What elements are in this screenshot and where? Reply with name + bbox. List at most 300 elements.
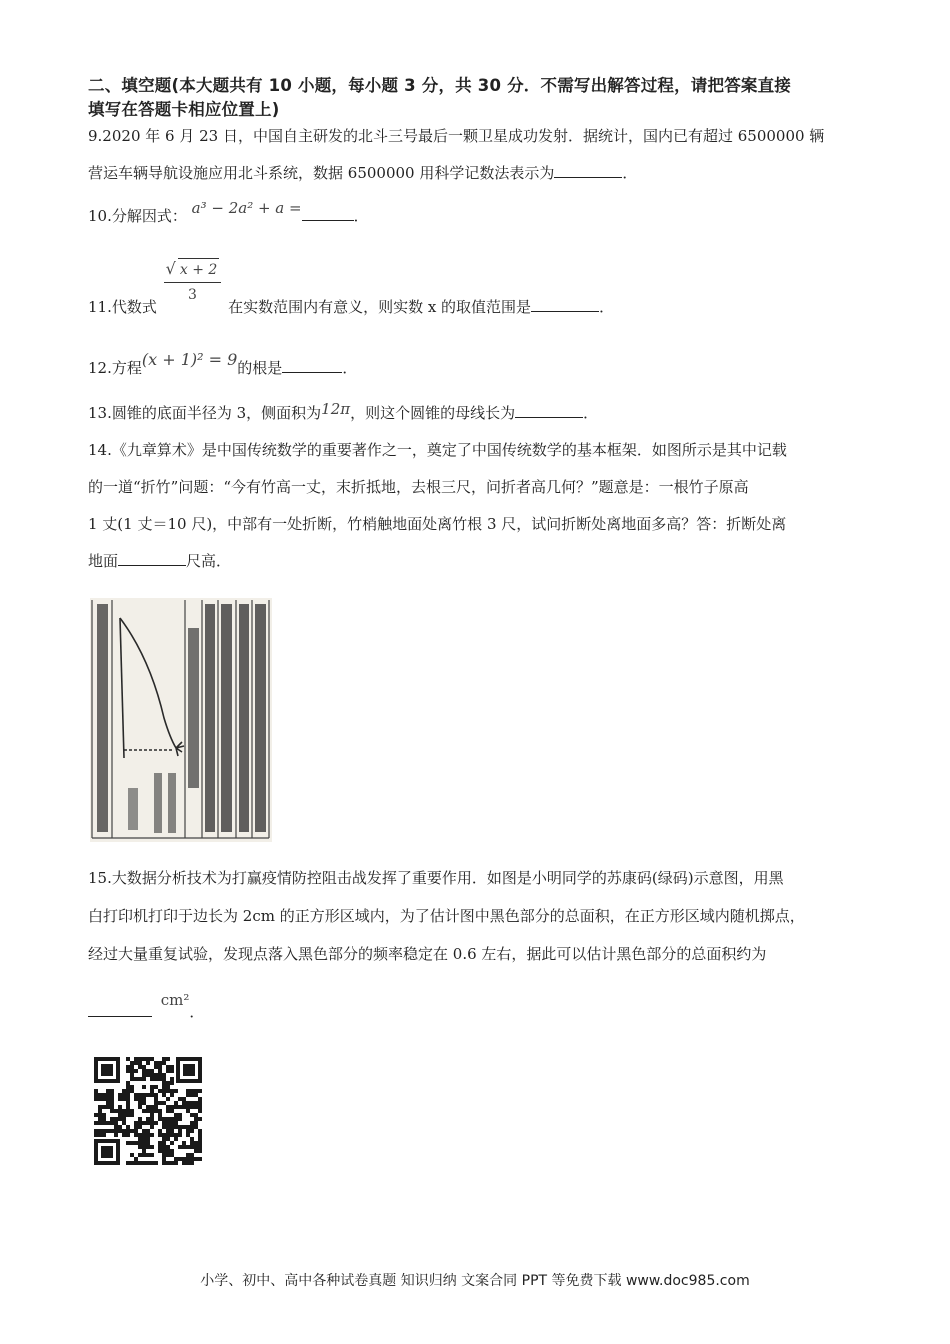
qr-module — [182, 1105, 186, 1109]
qr-module — [182, 1145, 186, 1149]
qr-module — [154, 1073, 158, 1077]
qr-module — [194, 1145, 198, 1149]
qr-module — [138, 1161, 142, 1165]
qr-module — [130, 1129, 134, 1133]
qr-module — [166, 1137, 170, 1141]
qr-module — [182, 1097, 186, 1101]
qr-module — [114, 1129, 118, 1133]
qr-module — [190, 1157, 194, 1161]
qr-module — [138, 1101, 142, 1105]
qr-module — [162, 1121, 166, 1125]
qr-module — [126, 1085, 130, 1089]
q13-text1: 13.圆锥的底面半径为 3，侧面积为 — [88, 404, 322, 422]
qr-module — [182, 1141, 186, 1145]
qr-module — [106, 1101, 110, 1105]
qr-module — [150, 1077, 154, 1081]
qr-module — [190, 1137, 194, 1141]
qr-module — [170, 1121, 174, 1125]
qr-module — [142, 1141, 146, 1145]
qr-module — [194, 1157, 198, 1161]
qr-module — [182, 1161, 186, 1165]
qr-module — [166, 1097, 170, 1101]
qr-module — [198, 1117, 202, 1121]
qr-module — [158, 1149, 162, 1153]
qr-module — [162, 1145, 166, 1149]
qr-module — [150, 1121, 154, 1125]
qr-module — [94, 1093, 98, 1097]
qr-module — [194, 1101, 198, 1105]
q11-answer-blank — [531, 297, 599, 312]
qr-module — [150, 1125, 154, 1129]
qr-module — [150, 1073, 154, 1077]
qr-module — [98, 1093, 102, 1097]
qr-module — [134, 1133, 138, 1137]
qr-module — [102, 1093, 106, 1097]
qr-module — [170, 1065, 174, 1069]
qr-module — [150, 1145, 154, 1149]
qr-module — [102, 1105, 106, 1109]
qr-module — [190, 1113, 194, 1117]
q12-expression: (x + 1)² = 9 — [141, 350, 238, 369]
qr-module — [162, 1153, 166, 1157]
qr-module — [142, 1149, 146, 1153]
qr-module — [130, 1161, 134, 1165]
qr-module — [146, 1137, 150, 1141]
qr-module — [166, 1129, 170, 1133]
q9-line1: 9.2020 年 6 月 23 日，中国自主研发的北斗三号最后一颗卫星成功发射．据统计，国内已有超过 6500000 辆 — [88, 127, 825, 145]
qr-module — [142, 1101, 146, 1105]
qr-module — [110, 1117, 114, 1121]
qr-module — [154, 1065, 158, 1069]
qr-module — [162, 1061, 166, 1065]
qr-module — [130, 1073, 134, 1077]
qr-module — [190, 1145, 194, 1149]
qr-module — [134, 1057, 138, 1061]
qr-module — [170, 1077, 174, 1081]
qr-module — [150, 1133, 154, 1137]
qr-module — [170, 1117, 174, 1121]
qr-module — [98, 1121, 102, 1125]
qr-module — [162, 1077, 166, 1081]
q14-line3: 1 丈(1 丈＝10 尺)，中部有一处折断，竹梢触地面处离竹根 3 尺，试问折断处离地面多高？答：折断处离 — [88, 515, 787, 533]
qr-module — [162, 1101, 166, 1105]
qr-module — [102, 1121, 106, 1125]
q14-line4-prefix: 地面 — [88, 552, 119, 570]
qr-module — [198, 1157, 202, 1161]
qr-module — [166, 1153, 170, 1157]
q11-end: ． — [599, 298, 615, 316]
qr-module — [178, 1157, 182, 1161]
qr-module — [154, 1161, 158, 1165]
qr-module — [190, 1101, 194, 1105]
qr-module — [190, 1105, 194, 1109]
qr-module — [190, 1093, 194, 1097]
qr-module — [154, 1101, 158, 1105]
qr-module — [122, 1093, 126, 1097]
qr-module — [138, 1121, 142, 1125]
q12-prefix: 12.方程 — [88, 359, 142, 377]
qr-module — [150, 1105, 154, 1109]
qr-module — [150, 1093, 154, 1097]
qr-module — [154, 1093, 158, 1097]
qr-module — [138, 1061, 142, 1065]
qr-module — [146, 1109, 150, 1113]
q11-fraction — [164, 258, 222, 306]
qr-module — [190, 1125, 194, 1129]
qr-module — [174, 1117, 178, 1121]
qr-module — [142, 1153, 146, 1157]
qr-module — [122, 1109, 126, 1113]
qr-module — [162, 1161, 166, 1165]
qr-module — [158, 1113, 162, 1117]
qr-module — [138, 1117, 142, 1121]
qr-module — [142, 1077, 146, 1081]
qr-module — [130, 1089, 134, 1093]
qr-module — [126, 1109, 130, 1113]
qr-module — [138, 1077, 142, 1081]
qr-module — [198, 1109, 202, 1113]
qr-module — [158, 1133, 162, 1137]
qr-module — [126, 1057, 130, 1061]
qr-module — [138, 1057, 142, 1061]
qr-module — [114, 1125, 118, 1129]
qr-module — [182, 1125, 186, 1129]
qr-module — [146, 1145, 150, 1149]
qr-module — [138, 1105, 142, 1109]
qr-module — [98, 1133, 102, 1137]
qr-module — [146, 1133, 150, 1137]
qr-module — [166, 1057, 170, 1061]
qr-module — [162, 1117, 166, 1121]
qr-module — [130, 1113, 134, 1117]
qr-module — [110, 1097, 114, 1101]
qr-module — [142, 1161, 146, 1165]
qr-module — [186, 1133, 190, 1137]
qr-module — [166, 1105, 170, 1109]
qr-module — [110, 1121, 114, 1125]
qr-module — [114, 1133, 118, 1137]
qr-module — [126, 1105, 130, 1109]
q9-line2 — [88, 163, 637, 183]
qr-module — [154, 1077, 158, 1081]
qr-module — [182, 1101, 186, 1105]
qr-module — [194, 1093, 198, 1097]
qr-module — [98, 1105, 102, 1109]
qr-module — [134, 1125, 138, 1129]
qr-module — [186, 1105, 190, 1109]
qr-module — [150, 1109, 154, 1113]
qr-module — [118, 1093, 122, 1097]
qr-module — [146, 1117, 150, 1121]
qr-module — [150, 1085, 154, 1089]
qr-module — [110, 1109, 114, 1113]
qr-module — [98, 1117, 102, 1121]
qr-module — [142, 1121, 146, 1125]
q9-line2-text: 营运车辆导航设施应用北斗系统，数据 6500000 用科学记数法表示为 — [88, 164, 555, 182]
qr-module — [170, 1133, 174, 1137]
qr-module — [126, 1093, 130, 1097]
qr-module — [158, 1109, 162, 1113]
qr-module — [158, 1117, 162, 1121]
qr-module — [186, 1153, 190, 1157]
q12-line — [88, 350, 358, 377]
qr-module — [198, 1145, 202, 1149]
q11-radicand: x + 2 — [178, 258, 219, 281]
qr-module — [146, 1121, 150, 1125]
qr-finder-top-left — [94, 1057, 120, 1083]
qr-module — [198, 1137, 202, 1141]
q11-text: 在实数范围内有意义，则实数 x 的取值范围是 — [228, 298, 532, 316]
qr-module — [170, 1141, 174, 1145]
qr-module — [178, 1125, 182, 1129]
qr-module — [126, 1089, 130, 1093]
qr-module — [170, 1153, 174, 1157]
qr-module — [162, 1093, 166, 1097]
qr-module — [114, 1121, 118, 1125]
qr-module — [150, 1153, 154, 1157]
qr-module — [134, 1061, 138, 1065]
qr-code-figure — [90, 1053, 206, 1171]
q15-line1: 15.大数据分析技术为打赢疫情防控阻击战发挥了重要作用．如图是小明同学的苏康码(绿码)示意图，用黑 — [88, 869, 784, 887]
qr-module — [134, 1121, 138, 1125]
qr-module — [98, 1113, 102, 1117]
qr-module — [174, 1133, 178, 1137]
qr-module — [138, 1153, 142, 1157]
qr-module — [142, 1137, 146, 1141]
qr-module — [194, 1089, 198, 1093]
qr-module — [122, 1121, 126, 1125]
qr-module — [158, 1069, 162, 1073]
qr-module — [194, 1121, 198, 1125]
qr-module — [154, 1085, 158, 1089]
qr-module — [162, 1089, 166, 1093]
qr-module — [158, 1073, 162, 1077]
qr-module — [194, 1105, 198, 1109]
qr-module — [178, 1097, 182, 1101]
qr-module — [174, 1101, 178, 1105]
q15-answer-blank — [88, 1002, 152, 1017]
qr-module — [142, 1145, 146, 1149]
qr-module — [166, 1109, 170, 1113]
qr-module — [94, 1121, 98, 1125]
q10-answer-blank — [302, 206, 354, 221]
qr-module — [146, 1129, 150, 1133]
q12-answer-blank — [282, 358, 342, 373]
qr-module — [126, 1113, 130, 1117]
qr-module — [126, 1101, 130, 1105]
qr-module — [150, 1089, 154, 1093]
qr-module — [174, 1113, 178, 1117]
qr-module — [186, 1157, 190, 1161]
qr-module — [134, 1157, 138, 1161]
q15-line2: 白打印机打印于边长为 2cm 的正方形区域内，为了估计图中黑色部分的总面积，在正方形区域内随机掷点， — [88, 907, 805, 925]
qr-module — [170, 1069, 174, 1073]
qr-module — [198, 1101, 202, 1105]
qr-module — [186, 1161, 190, 1165]
qr-module — [166, 1089, 170, 1093]
qr-module — [162, 1157, 166, 1161]
q9-answer-blank — [554, 163, 622, 178]
qr-module — [178, 1145, 182, 1149]
qr-module — [154, 1105, 158, 1109]
section-heading-line2: 填写在答题卡相应位置上) — [88, 100, 280, 119]
qr-module — [162, 1149, 166, 1153]
qr-module — [118, 1105, 122, 1109]
q10-end: ． — [353, 207, 369, 225]
q15-line3: 经过大量重复试验，发现点落入黑色部分的频率稳定在 0.6 左右，据此可以估计黑色部分的总面积约为 — [88, 945, 767, 963]
qr-module — [170, 1149, 174, 1153]
qr-module — [106, 1129, 110, 1133]
qr-module — [102, 1129, 106, 1133]
qr-module — [166, 1121, 170, 1125]
qr-module — [110, 1129, 114, 1133]
qr-module — [146, 1161, 150, 1165]
qr-module — [198, 1097, 202, 1101]
qr-module — [198, 1129, 202, 1133]
sqrt-sign-icon: √ — [165, 259, 176, 278]
qr-module — [162, 1073, 166, 1077]
qr-module — [158, 1065, 162, 1069]
qr-module — [98, 1097, 102, 1101]
qr-module — [198, 1105, 202, 1109]
qr-module — [110, 1101, 114, 1105]
qr-module — [174, 1125, 178, 1129]
qr-module — [174, 1157, 178, 1161]
qr-module — [174, 1089, 178, 1093]
qr-module — [162, 1057, 166, 1061]
qr-module — [134, 1161, 138, 1165]
qr-module — [126, 1125, 130, 1129]
qr-module — [150, 1069, 154, 1073]
qr-module — [166, 1069, 170, 1073]
q10-line — [88, 199, 369, 226]
qr-module — [166, 1085, 170, 1089]
q14-answer-blank — [118, 551, 186, 566]
bamboo-problem-figure — [90, 598, 272, 842]
qr-module — [198, 1149, 202, 1153]
qr-module — [162, 1133, 166, 1137]
qr-module — [186, 1093, 190, 1097]
qr-module — [138, 1093, 142, 1097]
qr-module — [98, 1129, 102, 1133]
qr-module — [162, 1125, 166, 1129]
qr-module — [130, 1069, 134, 1073]
qr-module — [142, 1057, 146, 1061]
qr-module — [194, 1125, 198, 1129]
q10-prefix: 10.分解因式： — [88, 207, 187, 225]
qr-module — [118, 1129, 122, 1133]
qr-module — [178, 1117, 182, 1121]
q13-text2: ，则这个圆锥的母线长为 — [350, 404, 516, 422]
qr-module — [170, 1105, 174, 1109]
q13-line — [88, 400, 599, 423]
qr-module — [122, 1117, 126, 1121]
q13-end: ． — [583, 404, 599, 422]
qr-module — [130, 1153, 134, 1157]
qr-module — [122, 1089, 126, 1093]
qr-module — [166, 1081, 170, 1085]
qr-module — [190, 1089, 194, 1093]
qr-module — [186, 1109, 190, 1113]
qr-module — [110, 1089, 114, 1093]
qr-module — [130, 1065, 134, 1069]
qr-module — [154, 1121, 158, 1125]
qr-module — [126, 1065, 130, 1069]
qr-module — [126, 1141, 130, 1145]
qr-module — [166, 1133, 170, 1137]
qr-module — [142, 1097, 146, 1101]
q15-unit: cm² — [160, 991, 190, 1009]
qr-module — [146, 1057, 150, 1061]
q14-line1: 14.《九章算术》是中国传统数学的重要著作之一，奠定了中国传统数学的基本框架．如图所示是其中记载 — [88, 441, 787, 459]
qr-module — [146, 1093, 150, 1097]
qr-module — [102, 1117, 106, 1121]
qr-module — [170, 1081, 174, 1085]
qr-module — [190, 1153, 194, 1157]
qr-module — [138, 1145, 142, 1149]
qr-module — [106, 1105, 110, 1109]
qr-module — [158, 1141, 162, 1145]
qr-module — [162, 1137, 166, 1141]
q13-expression: 12π — [321, 400, 351, 418]
qr-module — [150, 1161, 154, 1165]
qr-module — [130, 1061, 134, 1065]
qr-module — [138, 1133, 142, 1137]
qr-module — [142, 1133, 146, 1137]
qr-module — [126, 1161, 130, 1165]
qr-module — [154, 1097, 158, 1101]
qr-module — [178, 1129, 182, 1133]
qr-module — [142, 1065, 146, 1069]
qr-module — [126, 1081, 130, 1085]
qr-module — [146, 1153, 150, 1157]
qr-module — [130, 1141, 134, 1145]
qr-module — [106, 1097, 110, 1101]
q15-end: ． — [189, 1003, 205, 1021]
qr-module — [142, 1093, 146, 1097]
qr-module — [114, 1117, 118, 1121]
qr-module — [166, 1125, 170, 1129]
qr-module — [186, 1089, 190, 1093]
qr-module — [170, 1129, 174, 1133]
qr-module — [134, 1129, 138, 1133]
qr-module — [182, 1157, 186, 1161]
qr-module — [138, 1125, 142, 1129]
qr-module — [126, 1133, 130, 1137]
qr-module — [142, 1073, 146, 1077]
q11-numerator — [164, 258, 222, 283]
qr-module — [110, 1105, 114, 1109]
qr-module — [146, 1105, 150, 1109]
qr-module — [158, 1077, 162, 1081]
qr-module — [106, 1089, 110, 1093]
qr-module — [134, 1069, 138, 1073]
qr-module — [174, 1137, 178, 1141]
qr-module — [190, 1121, 194, 1125]
qr-module — [150, 1117, 154, 1121]
qr-module — [154, 1109, 158, 1113]
qr-module — [106, 1121, 110, 1125]
qr-module — [94, 1129, 98, 1133]
qr-module — [186, 1145, 190, 1149]
qr-module — [170, 1125, 174, 1129]
qr-module — [166, 1117, 170, 1121]
qr-module — [138, 1137, 142, 1141]
qr-module — [122, 1133, 126, 1137]
qr-finder-bottom-left — [94, 1139, 120, 1165]
qr-module — [186, 1129, 190, 1133]
qr-module — [166, 1149, 170, 1153]
